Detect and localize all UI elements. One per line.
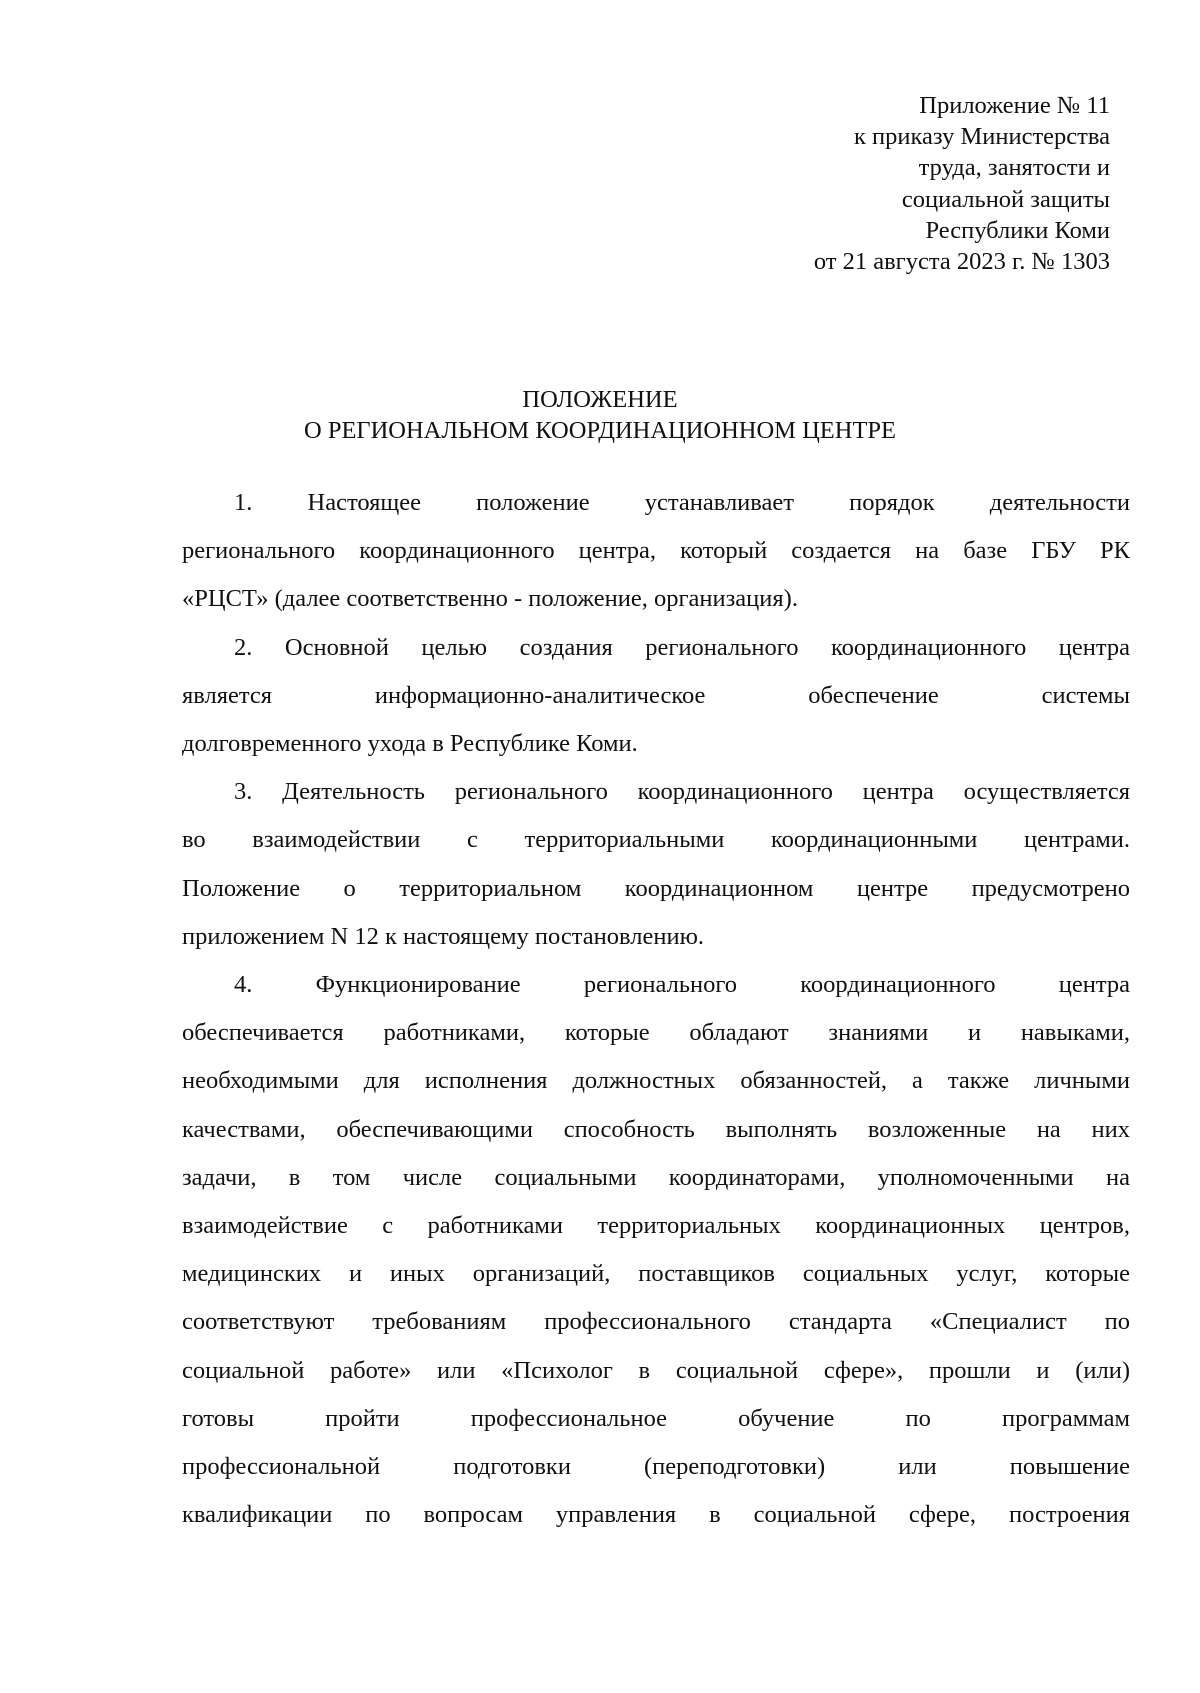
paragraph-line: 1. Настоящее положение устанавливает порядок деятельности [234,489,1130,516]
paragraph-line: Положение о территориальном координационном центре предусмотрено [182,874,1130,902]
appendix-date-number: от 21 августа 2023 г. № 1303 [813,248,1110,276]
paragraph-4 [182,961,1130,1539]
paragraph-line: «РЦСТ» (далее соответственно - положение, организация). [182,585,798,613]
paragraph-line: необходимыми для исполнения должностных обязанностей, а также личными [182,1067,1130,1095]
paragraph-line: взаимодействие с работниками территориальных координационных центров, [182,1212,1130,1240]
appendix-republic: Республики Коми [925,216,1110,244]
appendix-ministry-line-2: социальной защиты [901,185,1110,213]
document-subtitle: О РЕГИОНАЛЬНОМ КООРДИНАЦИОННОМ ЦЕНТРЕ [304,417,896,444]
paragraph-line: обеспечивается работниками, которые обладают знаниями и навыками, [182,1019,1130,1047]
paragraph-line: долговременного ухода в Республике Коми. [182,730,638,758]
paragraph-line: является информационно-аналитическое обеспечение системы [182,681,1130,709]
paragraph-line: социальной работе» или «Психолог в социальной сфере», прошли и (или) [182,1356,1130,1384]
paragraph-1 [182,479,1130,624]
document-body [182,479,1130,1539]
appendix-number: Приложение № 11 [919,92,1110,119]
appendix-header [690,90,1110,277]
paragraph-line: 2. Основной целью создания регионального координационного центра [234,633,1130,661]
paragraph-line: профессиональной подготовки (переподготовки) или повышение [182,1453,1130,1481]
document-title: ПОЛОЖЕНИЕ [522,386,678,413]
paragraph-line: квалификации по вопросам управления в социальной сфере, построения [182,1501,1130,1529]
paragraph-line: приложением N 12 к настоящему постановлению. [182,922,705,950]
paragraph-line: качествами, обеспечивающими способность выполнять возложенные на них [182,1115,1130,1143]
paragraph-line: 3. Деятельность регионального координационного центра осуществляется [234,778,1130,806]
paragraph-line: готовы пройти профессиональное обучение по программам [182,1404,1130,1432]
paragraph-line: 4. Функционирование регионального координационного центра [234,971,1130,999]
paragraph-line: медицинских и иных организаций, поставщиков социальных услуг, которые [182,1260,1130,1288]
paragraph-line: задачи, в том числе социальными координаторами, уполномоченными на [182,1163,1130,1191]
appendix-order-ref: к приказу Министерства [854,123,1110,151]
paragraph-2 [182,624,1130,769]
appendix-ministry-line: труда, занятости и [918,154,1110,182]
paragraph-line: регионального координационного центра, который создается на базе ГБУ РК [182,537,1130,565]
paragraph-line: соответствуют требованиям профессионального стандарта «Специалист по [182,1308,1130,1336]
paragraph-line: во взаимодействии с территориальными координационными центрами. [182,826,1130,854]
paragraph-3 [182,768,1130,961]
